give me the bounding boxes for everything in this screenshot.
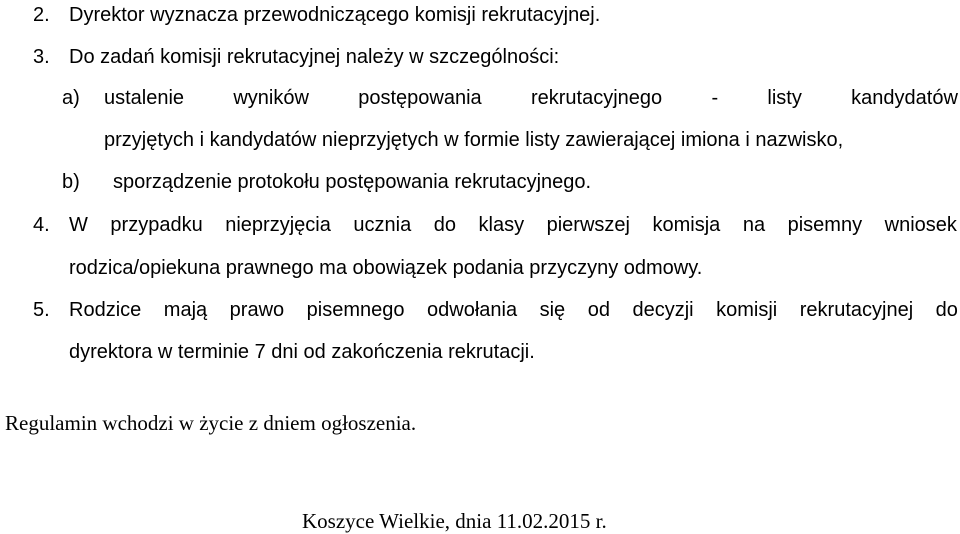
item-number: 4.	[33, 214, 50, 236]
subitem-text-line: ustalenie wyników postępowania rekrutacyjnego - listy kandydatów	[104, 87, 958, 109]
place-date-signature: Koszyce Wielkie, dnia 11.02.2015 r.	[302, 509, 607, 533]
subitem-text-line: przyjętych i kandydatów nieprzyjętych w formie listy zawierającej imiona i nazwisko,	[104, 129, 844, 151]
item-text: Do zadań komisji rekrutacyjnej należy w szczególności:	[69, 46, 560, 68]
item-number: 2.	[33, 4, 50, 26]
item-text: Dyrektor wyznacza przewodniczącego komisji rekrutacyjnej.	[69, 4, 601, 26]
item-text-line: Rodzice mają prawo pisemnego odwołania się od decyzji komisji rekrutacyjnej do	[69, 299, 958, 321]
item-text-line: rodzica/opiekuna prawnego ma obowiązek podania przyczyny odmowy.	[69, 257, 703, 279]
item-text-line: dyrektora w terminie 7 dni od zakończenia rekrutacji.	[69, 341, 535, 363]
subitem-text-line: sporządzenie protokołu postępowania rekrutacyjnego.	[113, 171, 592, 193]
item-text-line: W przypadku nieprzyjęcia ucznia do klasy pierwszej komisja na pisemny wniosek	[69, 214, 957, 236]
item-number: 5.	[33, 299, 50, 321]
closing-statement: Regulamin wchodzi w życie z dniem ogłoszenia.	[5, 411, 417, 435]
subitem-letter: b)	[62, 171, 80, 193]
subitem-letter: a)	[62, 87, 80, 109]
item-number: 3.	[33, 46, 50, 68]
